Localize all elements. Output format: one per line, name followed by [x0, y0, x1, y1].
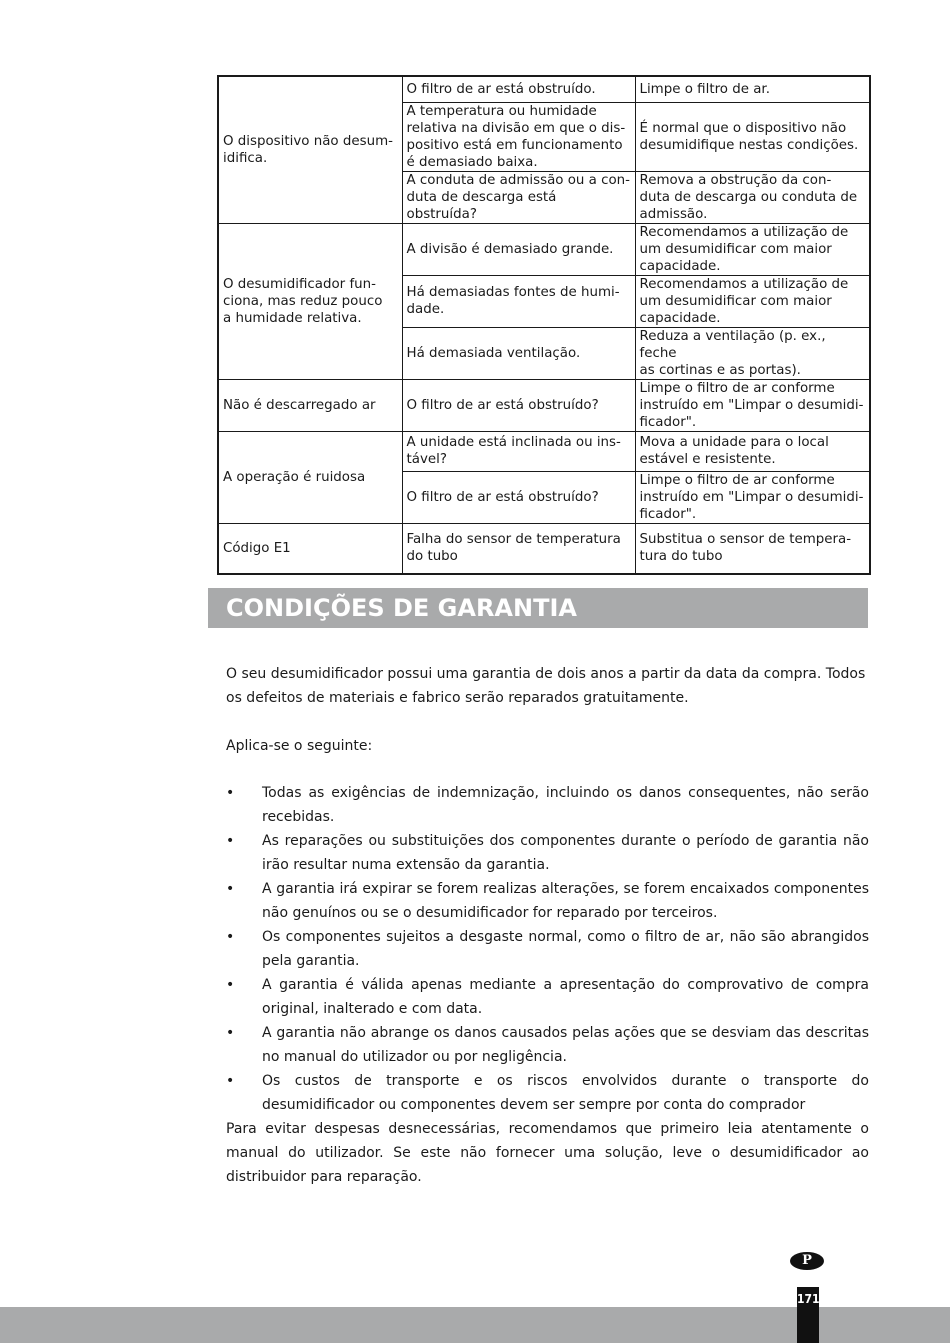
list-item [226, 925, 869, 973]
bullet-icon: • [226, 881, 235, 897]
solution-cell: Limpe o filtro de ar conforme instruído em "Limpar o desumidi- ficador". [635, 379, 870, 431]
problem-cell: O desumidificador fun- ciona, mas reduz pouco a humidade relativa. [218, 223, 402, 379]
solution-cell: É normal que o dispositivo não desumidifique nestas condições. [635, 102, 870, 171]
solution-cell: Recomendamos a utilização de um desumidificar com maior capacidade. [635, 275, 870, 327]
list-item-text: A garantia não abrange os danos causados pelas ações que se desviam das descritas no manual do utilizador ou por negligência. [262, 1025, 869, 1065]
list-item-text: Os componentes sujeitos a desgaste normal, como o filtro de ar, não são abrangidos pela garantia. [262, 929, 869, 969]
warranty-closing: Para evitar despesas desnecessárias, recomendamos que primeiro leia atentamente o manual do utilizador. Se este não fornecer uma solução, leve o desumidificador ao distribuidor para reparação. [226, 1121, 869, 1185]
solution-cell: Substitua o sensor de tempera- tura do tubo [635, 523, 870, 574]
cause-cell: O filtro de ar está obstruído? [402, 471, 635, 523]
bullet-icon: • [226, 977, 235, 993]
list-item [226, 781, 869, 829]
problem-cell: O dispositivo não desum- idifica. [218, 76, 402, 223]
list-item [226, 973, 869, 1021]
section-header-bar [208, 588, 868, 628]
language-badge: P [790, 1252, 824, 1270]
troubleshooting-table [217, 75, 871, 575]
bullet-icon: • [226, 785, 235, 801]
table-row [218, 76, 870, 102]
warranty-conditions-list [226, 781, 869, 1117]
problem-cell: Não é descarregado ar [218, 379, 402, 431]
solution-cell: Reduza a ventilação (p. ex., feche as cortinas e as portas). [635, 327, 870, 379]
bullet-icon: • [226, 929, 235, 945]
solution-cell: Mova a unidade para o local estável e resistente. [635, 431, 870, 471]
cause-cell: Falha do sensor de temperatura do tubo [402, 523, 635, 574]
bullet-icon: • [226, 1025, 235, 1041]
table-row [218, 223, 870, 275]
solution-cell: Limpe o filtro de ar conforme instruído em "Limpar o desumidi- ficador". [635, 471, 870, 523]
cause-cell: A divisão é demasiado grande. [402, 223, 635, 275]
cause-cell: Há demasiada ventilação. [402, 327, 635, 379]
cause-cell: Há demasiadas fontes de humi- dade. [402, 275, 635, 327]
cause-cell: O filtro de ar está obstruído? [402, 379, 635, 431]
list-item-text: A garantia é válida apenas mediante a apresentação do comprovativo de compra original, inalterado e com data. [262, 977, 869, 1017]
warranty-intro: O seu desumidificador possui uma garantia de dois anos a partir da data da compra. Todos os defeitos de materiais e fabrico serão reparados gratuitamente. [226, 666, 866, 706]
warranty-applies-label: Aplica-se o seguinte: [226, 738, 373, 754]
page-number-tab [797, 1287, 819, 1343]
list-item-text: Os custos de transporte e os riscos envolvidos durante o transporte do desumidificador ou componentes devem ser sempre por conta do comprador [262, 1073, 869, 1113]
list-item-text: A garantia irá expirar se forem realizas alterações, se forem encaixados componentes não genuínos ou se o desumidificador for reparado por terceiros. [262, 881, 869, 921]
list-item [226, 1069, 869, 1117]
cause-cell: A unidade está inclinada ou ins- tável? [402, 431, 635, 471]
section-title: CONDIÇÕES DE GARANTIA [226, 594, 577, 622]
table-row [218, 523, 870, 574]
solution-cell: Recomendamos a utilização de um desumidificar com maior capacidade. [635, 223, 870, 275]
solution-cell: Remova a obstrução da con- duta de descarga ou conduta de admissão. [635, 171, 870, 223]
list-item-text: As reparações ou substituições dos componentes durante o período de garantia não irão resultar numa extensão da garantia. [262, 833, 869, 873]
bullet-icon: • [226, 1073, 235, 1089]
list-item-text: Todas as exigências de indemnização, incluindo os danos consequentes, não serão recebidas. [262, 785, 869, 825]
bullet-icon: • [226, 833, 235, 849]
cause-cell: A conduta de admissão ou a con- duta de descarga está obstruída? [402, 171, 635, 223]
page-number: 171 [797, 1292, 820, 1306]
list-item [226, 877, 869, 925]
table-row [218, 379, 870, 431]
table-row [218, 431, 870, 471]
problem-cell: Código E1 [218, 523, 402, 574]
list-item [226, 829, 869, 877]
solution-cell: Limpe o filtro de ar. [635, 76, 870, 102]
cause-cell: A temperatura ou humidade relativa na divisão em que o dis- positivo está em funcionamento é demasiado baixa. [402, 102, 635, 171]
list-item [226, 1021, 869, 1069]
problem-cell: A operação é ruidosa [218, 431, 402, 523]
cause-cell: O filtro de ar está obstruído. [402, 76, 635, 102]
